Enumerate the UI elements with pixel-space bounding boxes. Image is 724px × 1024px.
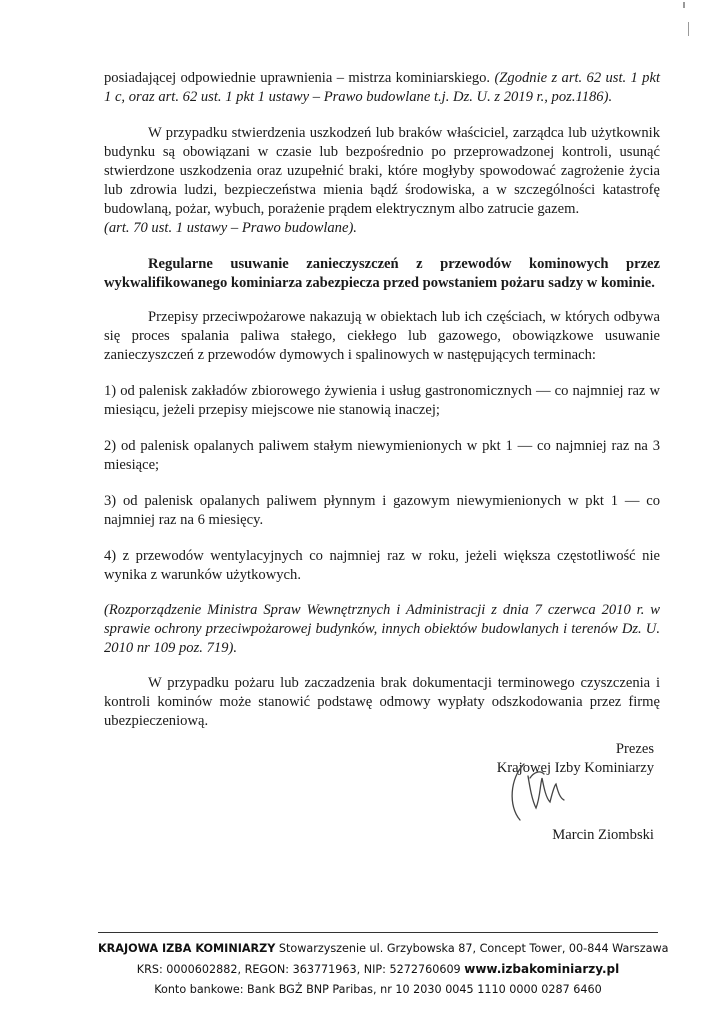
signature-org: Krajowej Izby Kominiarzy [496,760,654,776]
list-item: 4) z przewodów wentylacyjnych co najmniej raz w roku, jeżeli większa częstotliwość nie wynika z warunków użytkowych. [104,548,660,583]
footer-website[interactable]: www.izbakominiarzy.pl [464,962,620,976]
scan-mark [688,22,689,36]
paragraph-text: posiadającej odpowiednie uprawnienia – mistrza kominiarskiego. [104,70,495,86]
legal-citation: (Zgodnie z art. 62 ust. 1 pkt 1 c, oraz art. 62 ust. 1 pkt 1 ustawy – Prawo budowlane t.j. Dz. U. z 2019 r., poz.1186). [104,70,660,105]
legal-citation: (Rozporządzenie Ministra Spraw Wewnętrznych i Administracji z dnia 7 czerwca 2010 r. w sprawie ochrony przeciwpożarowej budynków, innych obiektów budowlanych i terenów Dz. U. 2010 nr 109 poz. 719). [104,602,660,656]
list-item: 1) od palenisk zakładów zbiorowego żywienia i usług gastronomicznych — co najmniej raz w miesiącu, jeżeli przepisy miejscowe nie stanowią inaczej; [104,383,660,418]
signature-name: Marcin Ziombski [552,827,654,843]
letter-body [104,69,660,731]
paragraph-damages: W przypadku stwierdzenia uszkodzeń lub braków właściciel, zarządca lub użytkownik budynku są obowiązani w czasie lub bezpośrednio po przeprowadzonej kontroli, usunąć stwierdzone uszkodzenia oraz uzupełnić braki, które mogłyby spowodować zagrożenie życia lub zdrowia ludzi, bezpieczeństwa mienia bądź środowiska, a w szczególności katastrofę budowlaną, pożar, wybuch, porażenie prądem elektrycznym albo zatrucie gazem. [104,125,660,217]
footer-address: Stowarzyszenie ul. Grzybowska 87, Concept Tower, 00-844 Warszawa [275,942,669,955]
signature-title: Prezes [615,741,654,757]
handwritten-signature [506,758,576,828]
signature-block [454,740,654,843]
scan-mark [683,2,685,8]
paragraph-continuation [104,69,660,107]
letterhead-footer [98,932,669,1000]
footer-org: KRAJOWA IZBA KOMINIARZY [98,942,276,955]
footer-registry: KRS: 0000602882, REGON: 363771963, NIP: 5272760609 [136,963,465,976]
footer-line-registry [98,959,658,980]
list-item: 3) od palenisk opalanych paliwem płynnym i gazowym niewymienionych w pkt 1 — co najmniej raz na 6 miesięcy. [104,493,660,528]
highlight-paragraph: Regularne usuwanie zanieczyszczeń z przewodów kominowych przez wykwalifikowanego kominiarza zabezpiecza przed powstaniem pożaru sadzy w kominie. [104,256,660,291]
footer-line-address [98,939,669,959]
footer-bank-account: Konto bankowe: Bank BGŻ BNP Paribas, nr 10 2030 0045 1110 0000 0287 6460 [154,983,602,996]
paragraph-insurance: W przypadku pożaru lub zaczadzenia brak dokumentacji terminowego czyszczenia i kontroli kominów może stanowić podstawę odmowy wypłaty odszkodowania przez firmę ubezpieczeniową. [104,675,660,729]
legal-citation: (art. 70 ust. 1 ustawy – Prawo budowlane). [104,220,357,236]
paragraph-regulations: Przepisy przeciwpożarowe nakazują w obiektach lub ich częściach, w których odbywa się proces spalania paliwa stałego, ciekłego lub gazowego, obowiązkowe usuwanie zanieczyszczeń z przewodów dymowych i spalinowych w następujących terminach: [104,309,660,363]
list-item: 2) od palenisk opalanych paliwem stałym niewymienionych w pkt 1 — co najmniej raz na 3 miesiące; [104,438,660,473]
